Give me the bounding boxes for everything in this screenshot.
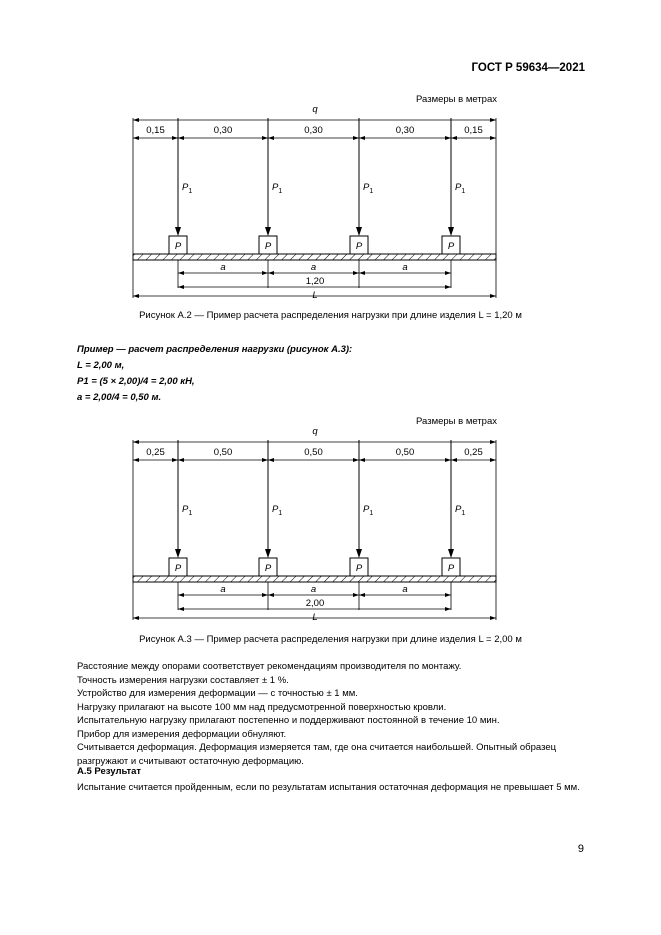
arrowhead-right bbox=[490, 458, 496, 462]
arrowhead-right bbox=[490, 118, 496, 122]
beam bbox=[133, 254, 496, 260]
arrowhead-right bbox=[262, 593, 268, 597]
L-label: L bbox=[312, 290, 318, 300]
paragraph: Прибор для измерения деформации обнуляют. bbox=[77, 728, 287, 740]
fig1-units-note: Размеры в метрах bbox=[416, 94, 497, 105]
arrowhead-right bbox=[353, 593, 359, 597]
arrowhead-left bbox=[178, 271, 184, 275]
load-box-label: P bbox=[447, 563, 455, 574]
arrowhead-left bbox=[178, 136, 184, 140]
q-label: q bbox=[312, 426, 318, 437]
load-arrowhead bbox=[265, 549, 271, 558]
load-subscript: 1 bbox=[188, 188, 193, 195]
load-label: $P_1$ bbox=[455, 182, 466, 195]
load-arrowhead bbox=[265, 227, 271, 236]
arrowhead-right bbox=[353, 136, 359, 140]
arrowhead-right bbox=[490, 136, 496, 140]
figure-a3-caption: Рисунок А.3 — Пример расчета распределения нагрузки при длине изделия L = 2,00 м bbox=[139, 634, 522, 645]
paragraph: Нагрузку прилагают на высоте 100 мм над предусмотренной поверхностью кровли. bbox=[77, 701, 447, 713]
arrowhead-left bbox=[359, 271, 365, 275]
total-length-value: 2,00 bbox=[305, 598, 325, 609]
load-subscript: 1 bbox=[369, 510, 374, 517]
a-label: a bbox=[220, 584, 226, 595]
load-label: $P_1$ bbox=[182, 182, 193, 195]
arrowhead-left bbox=[133, 440, 139, 444]
beam bbox=[133, 576, 496, 582]
load-label: $P_1$ bbox=[363, 182, 374, 195]
arrowhead-left bbox=[133, 458, 139, 462]
arrowhead-right bbox=[445, 607, 451, 611]
load-box-label: P bbox=[355, 241, 363, 252]
arrowhead-left bbox=[133, 136, 139, 140]
arrowhead-right bbox=[353, 458, 359, 462]
load-subscript: 1 bbox=[188, 510, 193, 517]
figure-a2-caption: Рисунок А.2 — Пример расчета распределения нагрузки при длине изделия L = 1,20 м bbox=[139, 310, 522, 321]
procedure-text bbox=[77, 660, 584, 768]
arrowhead-left bbox=[268, 593, 274, 597]
a-label: a bbox=[402, 584, 408, 595]
arrowhead-right bbox=[262, 271, 268, 275]
arrowhead-left bbox=[178, 458, 184, 462]
arrowhead-right bbox=[445, 458, 451, 462]
paragraph: Расстояние между опорами соответствует рекомендациям производителя по монтажу. bbox=[77, 661, 462, 672]
span-value: 0,30 bbox=[395, 125, 415, 136]
load-subscript: 1 bbox=[461, 510, 466, 517]
arrowhead-left bbox=[359, 593, 365, 597]
q-label: q bbox=[312, 104, 318, 115]
arrowhead-left bbox=[359, 458, 365, 462]
arrowhead-right bbox=[353, 271, 359, 275]
arrowhead-right bbox=[172, 136, 178, 140]
span-value: 0,30 bbox=[304, 125, 323, 136]
load-box-label: P bbox=[264, 563, 272, 574]
a-label: a bbox=[310, 262, 317, 273]
load-label: $P_1$ bbox=[182, 504, 193, 517]
arrowhead-left bbox=[178, 607, 184, 611]
load-label: $P_1$ bbox=[272, 182, 283, 195]
a-label: a bbox=[310, 584, 317, 595]
arrowhead-right bbox=[445, 271, 451, 275]
load-label: $P_1$ bbox=[272, 504, 283, 517]
figure-a3-diagram bbox=[0, 422, 661, 622]
load-box-label: P bbox=[174, 563, 182, 574]
arrowhead-right bbox=[262, 458, 268, 462]
span-value: 0,50 bbox=[304, 447, 323, 458]
load-subscript: 1 bbox=[369, 188, 374, 195]
page-number: 9 bbox=[577, 843, 584, 855]
paragraph: Считывается деформация. Деформация измеряется там, где она считается наибольшей. Опытный образец разгружают и считывают остаточную деформацию. bbox=[77, 742, 557, 767]
arrowhead-left bbox=[178, 593, 184, 597]
load-arrowhead bbox=[356, 549, 362, 558]
section-title: А.5 Результат bbox=[77, 766, 142, 777]
example-block bbox=[77, 342, 352, 406]
L-label: L bbox=[312, 612, 318, 622]
fig2-units-note: Размеры в метрах bbox=[416, 416, 497, 427]
document-header: ГОСТ Р 59634—2021 bbox=[471, 62, 585, 74]
load-arrowhead bbox=[356, 227, 362, 236]
span-value: 0,30 bbox=[213, 125, 233, 136]
example-line-3: a = 2,00/4 = 0,50 м. bbox=[77, 392, 162, 403]
span-value: 0,25 bbox=[146, 447, 165, 458]
load-box-label: P bbox=[264, 241, 272, 252]
a-label: a bbox=[220, 262, 226, 273]
load-arrowhead bbox=[175, 227, 181, 236]
load-subscript: 1 bbox=[278, 510, 283, 517]
arrowhead-left bbox=[268, 271, 274, 275]
span-value: 0,25 bbox=[464, 447, 483, 458]
arrowhead-right bbox=[172, 458, 178, 462]
total-length-value: 1,20 bbox=[305, 276, 325, 287]
load-arrowhead bbox=[175, 549, 181, 558]
example-heading: Пример — расчет распределения нагрузки (рисунок А.3): bbox=[77, 344, 353, 355]
span-value: 0,15 bbox=[146, 125, 165, 136]
arrowhead-left bbox=[359, 136, 365, 140]
span-value: 0,50 bbox=[395, 447, 415, 458]
load-subscript: 1 bbox=[278, 188, 283, 195]
example-line-1: L = 2,00 м, bbox=[77, 360, 125, 371]
a-label: a bbox=[402, 262, 408, 273]
arrowhead-left bbox=[133, 616, 139, 620]
arrowhead-right bbox=[490, 294, 496, 298]
section-text: Испытание считается пройденным, если по результатам испытания остаточная деформация не превышает 5 мм. bbox=[77, 782, 580, 793]
arrowhead-left bbox=[268, 458, 274, 462]
load-box-label: P bbox=[447, 241, 455, 252]
arrowhead-right bbox=[262, 136, 268, 140]
paragraph: Точность измерения нагрузки составляет ± 1 %. bbox=[77, 674, 289, 686]
paragraph: Устройство для измерения деформации — с точностью ± 1 мм. bbox=[77, 688, 358, 699]
arrowhead-left bbox=[133, 294, 139, 298]
load-box-label: P bbox=[355, 563, 363, 574]
span-value: 0,50 bbox=[213, 447, 233, 458]
arrowhead-right bbox=[490, 440, 496, 444]
arrowhead-right bbox=[490, 616, 496, 620]
arrowhead-left bbox=[268, 136, 274, 140]
figure-a2-diagram bbox=[0, 100, 661, 300]
arrowhead-right bbox=[445, 593, 451, 597]
load-label: $P_1$ bbox=[455, 504, 466, 517]
load-arrowhead bbox=[448, 549, 454, 558]
load-label: $P_1$ bbox=[363, 504, 374, 517]
arrowhead-left bbox=[451, 136, 457, 140]
arrowhead-right bbox=[445, 136, 451, 140]
load-box-label: P bbox=[174, 241, 182, 252]
span-value: 0,15 bbox=[464, 125, 483, 136]
arrowhead-left bbox=[133, 118, 139, 122]
arrowhead-right bbox=[445, 285, 451, 289]
arrowhead-left bbox=[451, 458, 457, 462]
load-arrowhead bbox=[448, 227, 454, 236]
paragraph: Испытательную нагрузку прилагают постепенно и поддерживают постоянной в течение 10 мин. bbox=[77, 715, 500, 726]
arrowhead-left bbox=[178, 285, 184, 289]
example-line-2: P1 = (5 × 2,00)/4 = 2,00 кН, bbox=[77, 376, 195, 387]
load-subscript: 1 bbox=[461, 188, 466, 195]
